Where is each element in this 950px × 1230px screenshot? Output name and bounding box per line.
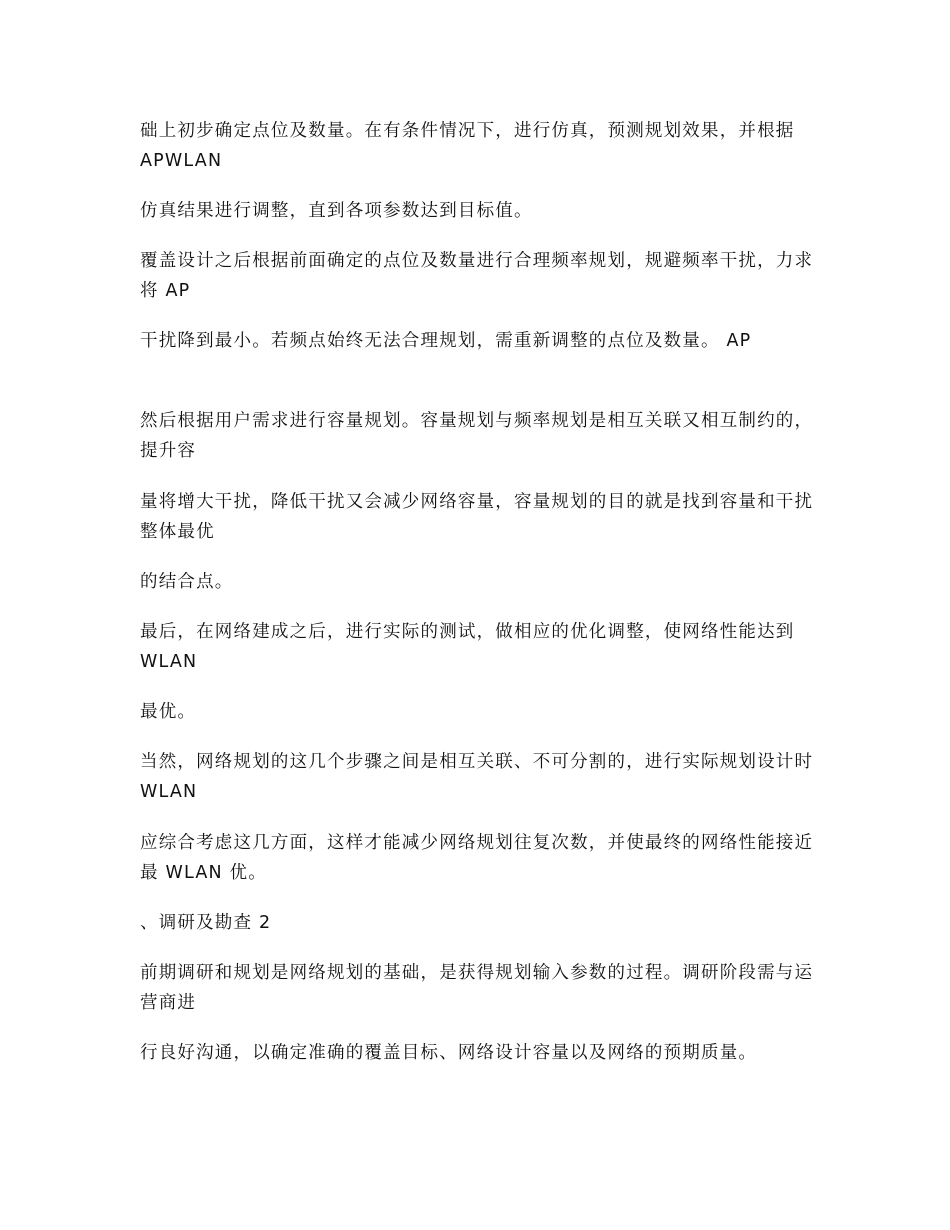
paragraph-9: 最优。 bbox=[140, 702, 197, 722]
paragraph-10: 当然，网络规划的这几个步骤之间是相互关联、不可分割的，进行实际规划设计时 WLAN bbox=[140, 752, 814, 802]
section-heading: 、调研及勘查 2 bbox=[140, 913, 272, 933]
paragraph-6: 量将增大干扰，降低干扰又会减少网络容量，容量规划的目的就是找到容量和干扰整体最优 bbox=[140, 492, 814, 542]
paragraph-11: 应综合考虑这几方面，这样才能减少网络规划往复次数，并使最终的网络性能接近最 WLAN 优。 bbox=[140, 833, 814, 883]
paragraph-12: 前期调研和规划是网络规划的基础，是获得规划输入参数的过程。调研阶段需与运营商进 bbox=[140, 963, 814, 1013]
paragraph-5: 然后根据用户需求进行容量规划。容量规划与频率规划是相互关联又相互制约的，提升容 bbox=[140, 411, 814, 461]
paragraph-7: 的结合点。 bbox=[140, 572, 234, 592]
paragraph-13: 行良好沟通，以确定准确的覆盖目标、网络设计容量以及网络的预期质量。 bbox=[140, 1043, 758, 1063]
paragraph-1: 础上初步确定点位及数量。在有条件情况下，进行仿真，预测规划效果，并根据 APWLAN bbox=[140, 121, 795, 171]
paragraph-3: 覆盖设计之后根据前面确定的点位及数量进行合理频率规划，规避频率干扰，力求将 AP bbox=[140, 251, 814, 301]
paragraph-8: 最后，在网络建成之后，进行实际的测试，做相应的优化调整，使网络性能达到 WLAN bbox=[140, 622, 795, 672]
paragraph-2: 仿真结果进行调整，直到各项参数达到目标值。 bbox=[140, 201, 533, 221]
paragraph-4: 干扰降到最小。若频点始终无法合理规划，需重新调整的点位及数量。 AP bbox=[140, 331, 752, 351]
